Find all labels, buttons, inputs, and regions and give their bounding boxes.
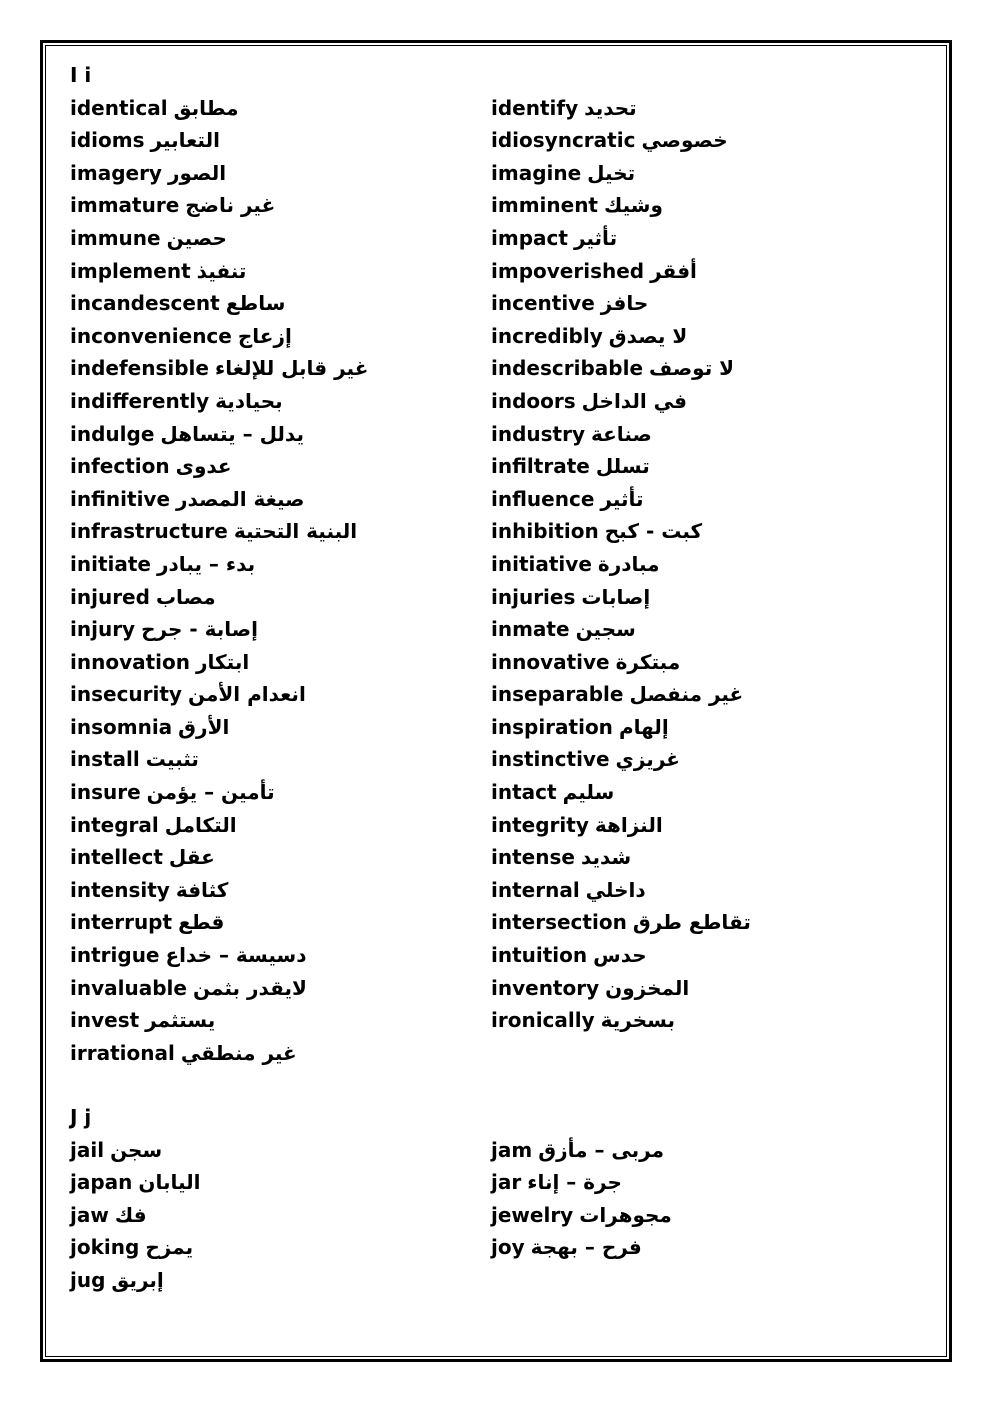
arabic-translation: إصابة - جرح <box>141 617 258 642</box>
vocab-entry <box>70 874 368 907</box>
vocab-entry <box>70 1004 368 1037</box>
arabic-translation: إلهام <box>618 714 669 739</box>
vocab-entry <box>491 1199 672 1232</box>
vocab-entry <box>491 287 751 320</box>
english-word: ironically <box>491 1008 595 1033</box>
arabic-translation: مجوهرات <box>579 1202 672 1227</box>
vocab-entry <box>70 678 368 711</box>
arabic-translation: تقاطع طرق <box>632 910 751 935</box>
vocab-entry <box>70 1134 201 1167</box>
english-word: idiosyncratic <box>491 128 636 153</box>
arabic-translation: لايقدر بثمن <box>192 975 307 1000</box>
vocab-entry <box>491 352 751 385</box>
english-word: japan <box>70 1170 133 1195</box>
arabic-translation: مربى – مأزق <box>538 1137 664 1162</box>
vocab-entry <box>70 711 368 744</box>
arabic-translation: النزاهة <box>594 812 663 837</box>
english-word: innovation <box>70 649 190 674</box>
arabic-translation: غريزي <box>615 747 680 772</box>
english-word: indulge <box>70 421 155 446</box>
english-word: intersection <box>491 910 627 935</box>
english-word: initiate <box>70 551 151 576</box>
arabic-translation: تأثير <box>573 225 618 250</box>
english-word: intensity <box>70 877 170 902</box>
arabic-translation: سجين <box>575 617 636 642</box>
english-word: incandescent <box>70 291 220 316</box>
vocab-entry <box>70 92 368 125</box>
arabic-translation: إصابات <box>581 584 651 609</box>
arabic-translation: الصور <box>167 160 227 185</box>
arabic-translation: مبتكرة <box>615 649 681 674</box>
vocab-entry <box>70 646 368 679</box>
english-word: influence <box>491 486 595 511</box>
english-word: intuition <box>491 943 588 968</box>
english-word: initiative <box>491 551 592 576</box>
english-word: intense <box>491 845 575 870</box>
vocab-entry <box>70 157 368 190</box>
english-word: injury <box>70 617 136 642</box>
english-word: identical <box>70 95 168 120</box>
vocab-entry <box>70 809 368 842</box>
vocab-entry <box>70 1264 201 1297</box>
vocab-entry <box>491 1134 672 1167</box>
vocab-entry <box>491 92 751 125</box>
english-word: implement <box>70 258 191 283</box>
arabic-translation: كثافة <box>175 877 229 902</box>
arabic-translation: غير منطقي <box>180 1040 297 1065</box>
vocab-entry <box>70 906 368 939</box>
arabic-translation: سجن <box>110 1137 163 1162</box>
english-word: idioms <box>70 128 145 153</box>
vocab-entry <box>491 711 751 744</box>
vocab-entry <box>491 841 751 874</box>
english-word: impact <box>491 225 568 250</box>
arabic-translation: يدلل – يتساهل <box>160 421 304 446</box>
vocab-entry <box>70 613 368 646</box>
english-word: inmate <box>491 617 570 642</box>
arabic-translation: تسلل <box>595 454 650 479</box>
vocab-entry <box>491 678 751 711</box>
vocab-entry <box>491 906 751 939</box>
english-word: immune <box>70 225 161 250</box>
arabic-translation: تثبيت <box>145 747 199 772</box>
vocab-entry <box>70 418 368 451</box>
vocab-entry <box>70 287 368 320</box>
arabic-translation: إزعاج <box>237 323 292 348</box>
arabic-translation: حدس <box>593 943 647 968</box>
vocab-entry <box>70 841 368 874</box>
english-word: immature <box>70 193 180 218</box>
section-heading-i: I i <box>70 63 92 87</box>
vocab-entry <box>491 222 751 255</box>
vocab-entry <box>70 255 368 288</box>
vocab-entry <box>70 939 368 972</box>
arabic-translation: فك <box>114 1202 147 1227</box>
arabic-translation: شديد <box>580 845 632 870</box>
arabic-translation: قطع <box>178 910 225 935</box>
arabic-translation: تخيل <box>587 160 636 185</box>
vocab-entry <box>491 743 751 776</box>
english-word: joy <box>491 1235 525 1260</box>
column-left-i <box>70 92 368 1070</box>
vocab-entry <box>491 874 751 907</box>
english-word: inspiration <box>491 714 613 739</box>
arabic-translation: أفقر <box>650 258 697 283</box>
english-word: inseparable <box>491 682 624 707</box>
arabic-translation: مصاب <box>155 584 216 609</box>
english-word: intellect <box>70 845 163 870</box>
vocab-entry <box>491 189 751 222</box>
arabic-translation: سليم <box>562 780 615 805</box>
english-word: inhibition <box>491 519 599 544</box>
column-left-j <box>70 1134 201 1297</box>
english-word: invest <box>70 1008 140 1033</box>
arabic-translation: مبادرة <box>597 551 660 576</box>
section-i <box>70 59 930 1065</box>
arabic-translation: المخزون <box>605 975 690 1000</box>
arabic-translation: ابتكار <box>196 649 250 674</box>
vocab-entry <box>70 320 368 353</box>
english-word: imminent <box>491 193 598 218</box>
english-word: insecurity <box>70 682 182 707</box>
arabic-translation: وشيك <box>604 193 663 218</box>
arabic-translation: صناعة <box>591 421 652 446</box>
arabic-translation: حافز <box>600 291 649 316</box>
english-word: joking <box>70 1235 140 1260</box>
arabic-translation: عقل <box>168 845 215 870</box>
english-word: indescribable <box>491 356 644 381</box>
vocab-entry <box>491 320 751 353</box>
english-word: jewelry <box>491 1202 574 1227</box>
vocab-entry <box>491 939 751 972</box>
english-word: impoverished <box>491 258 645 283</box>
vocab-entry <box>491 613 751 646</box>
column-right-j <box>491 1134 672 1264</box>
english-word: invaluable <box>70 975 187 1000</box>
vocab-entry <box>70 450 368 483</box>
english-word: imagine <box>491 160 582 185</box>
vocab-entry <box>491 483 751 516</box>
vocab-entry <box>491 1166 672 1199</box>
english-word: intact <box>491 780 557 805</box>
arabic-translation: إبريق <box>111 1267 164 1292</box>
vocab-entry <box>491 450 751 483</box>
english-word: jaw <box>70 1202 109 1227</box>
english-word: insure <box>70 780 141 805</box>
vocab-entry <box>70 1199 201 1232</box>
vocab-entry <box>70 1231 201 1264</box>
english-word: install <box>70 747 140 772</box>
section-j <box>70 1101 930 1292</box>
english-word: infrastructure <box>70 519 228 544</box>
arabic-translation: تأمين – يؤمن <box>146 780 275 805</box>
english-word: identify <box>491 95 579 120</box>
english-word: intrigue <box>70 943 160 968</box>
vocab-entry <box>70 385 368 418</box>
vocab-entry <box>491 646 751 679</box>
vocab-entry <box>491 255 751 288</box>
arabic-translation: لا يصدق <box>608 323 688 348</box>
vocab-entry <box>491 515 751 548</box>
vocab-entry <box>491 581 751 614</box>
vocab-entry <box>491 124 751 157</box>
vocab-entry <box>491 972 751 1005</box>
arabic-translation: جرة – إناء <box>527 1170 622 1195</box>
vocab-entry <box>70 189 368 222</box>
arabic-translation: التعابير <box>150 128 220 153</box>
english-word: injuries <box>491 584 576 609</box>
english-word: integral <box>70 812 159 837</box>
arabic-translation: لا توصف <box>649 356 735 381</box>
english-word: interrupt <box>70 910 173 935</box>
arabic-translation: في الداخل <box>581 388 688 413</box>
arabic-translation: يستثمر <box>145 1008 216 1033</box>
arabic-translation: الأرق <box>178 714 230 739</box>
arabic-translation: غير ناضج <box>185 193 276 218</box>
vocab-entry <box>491 157 751 190</box>
arabic-translation: ساطع <box>225 291 286 316</box>
english-word: integrity <box>491 812 589 837</box>
english-word: indefensible <box>70 356 209 381</box>
vocab-entry <box>70 352 368 385</box>
english-word: jail <box>70 1137 105 1162</box>
arabic-translation: اليابان <box>138 1170 201 1195</box>
arabic-translation: تحديد <box>584 95 637 120</box>
arabic-translation: حصين <box>166 225 227 250</box>
english-word: innovative <box>491 649 610 674</box>
vocab-entry <box>70 581 368 614</box>
vocab-entry <box>70 1037 368 1070</box>
arabic-translation: كبت - كبح <box>604 519 703 544</box>
vocab-entry <box>70 515 368 548</box>
arabic-translation: بسخرية <box>600 1008 676 1033</box>
english-word: injured <box>70 584 150 609</box>
english-word: infiltrate <box>491 454 590 479</box>
vocab-entry <box>491 1004 751 1037</box>
english-word: jar <box>491 1170 522 1195</box>
arabic-translation: تأثير <box>600 486 644 511</box>
arabic-translation: داخلي <box>585 877 646 902</box>
vocab-entry <box>70 1166 201 1199</box>
section-heading-j: J j <box>70 1105 92 1129</box>
arabic-translation: البنية التحتية <box>233 519 358 544</box>
arabic-translation: صيغة المصدر <box>176 486 305 511</box>
vocab-entry <box>491 385 751 418</box>
english-word: insomnia <box>70 714 173 739</box>
english-word: instinctive <box>491 747 610 772</box>
arabic-translation: التكامل <box>164 812 237 837</box>
vocab-entry <box>491 776 751 809</box>
vocab-entry <box>491 548 751 581</box>
column-right-i <box>491 92 751 1037</box>
english-word: infection <box>70 454 170 479</box>
vocab-entry <box>491 1231 672 1264</box>
vocab-entry <box>70 548 368 581</box>
english-word: indifferently <box>70 388 210 413</box>
vocab-entry <box>70 222 368 255</box>
arabic-translation: عدوى <box>175 454 232 479</box>
arabic-translation: بدء – يبادر <box>157 551 256 576</box>
english-word: inconvenience <box>70 323 232 348</box>
vocab-entry <box>70 972 368 1005</box>
english-word: incredibly <box>491 323 603 348</box>
vocab-entry <box>70 483 368 516</box>
vocab-entry <box>491 418 751 451</box>
vocab-entry <box>70 124 368 157</box>
vocab-entry <box>70 743 368 776</box>
vocab-entry <box>491 809 751 842</box>
arabic-translation: انعدام الأمن <box>187 682 306 707</box>
english-word: irrational <box>70 1040 175 1065</box>
english-word: internal <box>491 877 580 902</box>
arabic-translation: بحيادية <box>215 388 283 413</box>
english-word: indoors <box>491 388 576 413</box>
arabic-translation: يمزح <box>145 1235 194 1260</box>
english-word: infinitive <box>70 486 171 511</box>
arabic-translation: دسيسة – خداع <box>165 943 307 968</box>
arabic-translation: خصوصي <box>641 128 728 153</box>
arabic-translation: غير منفصل <box>629 682 744 707</box>
arabic-translation: فرح – بهجة <box>530 1235 642 1260</box>
english-word: incentive <box>491 291 595 316</box>
english-word: industry <box>491 421 586 446</box>
arabic-translation: مطابق <box>173 95 239 120</box>
arabic-translation: غير قابل للإلغاء <box>214 356 369 381</box>
english-word: jug <box>70 1267 106 1292</box>
vocab-entry <box>70 776 368 809</box>
arabic-translation: تنفيذ <box>196 258 247 283</box>
english-word: imagery <box>70 160 162 185</box>
english-word: inventory <box>491 975 600 1000</box>
english-word: jam <box>491 1137 533 1162</box>
